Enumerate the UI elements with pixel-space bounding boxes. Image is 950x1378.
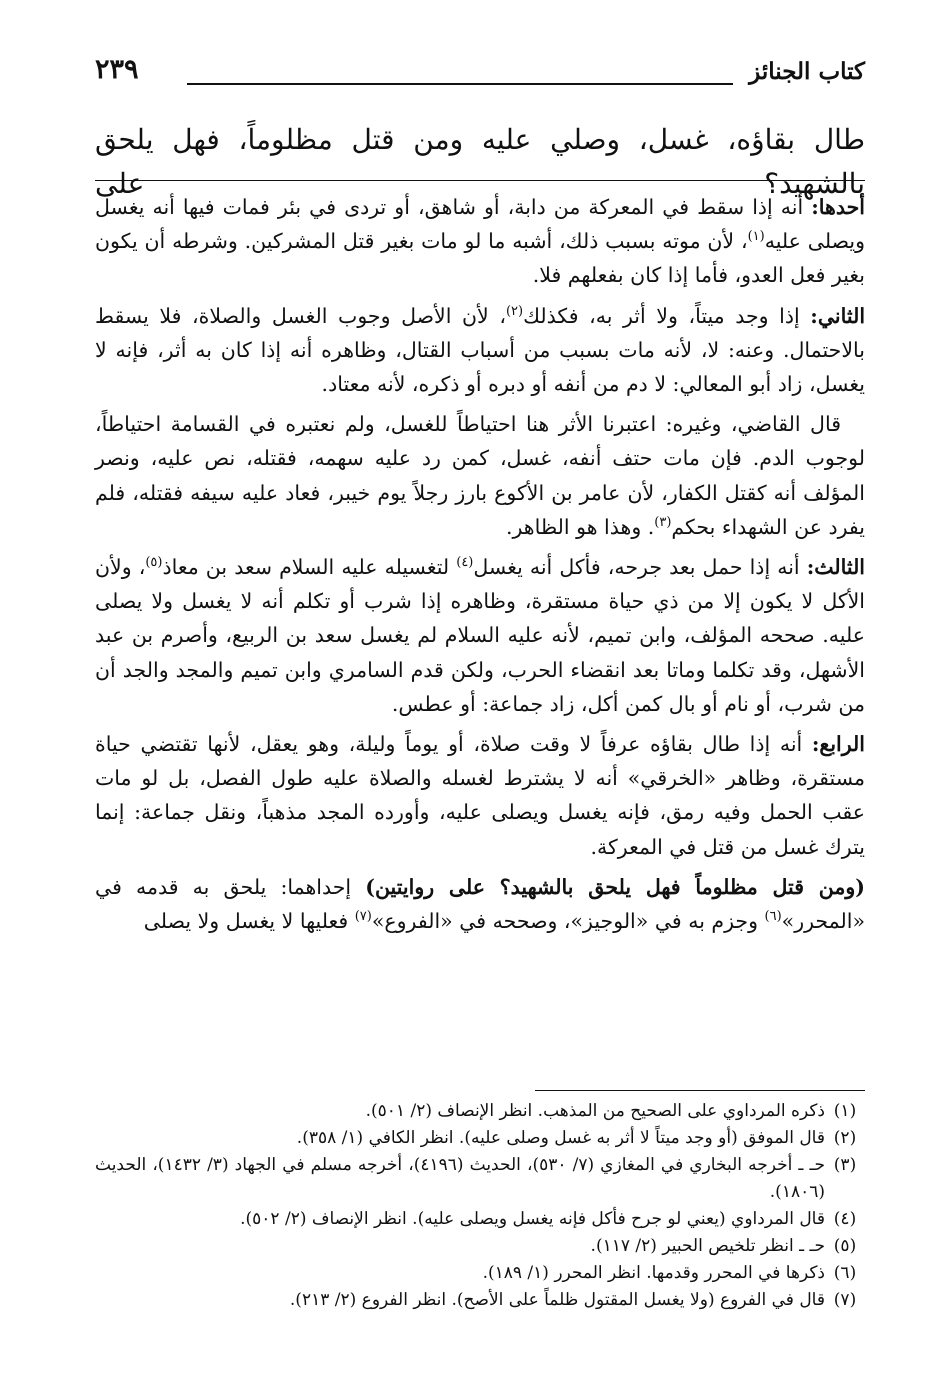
footnote-item	[95, 1287, 865, 1314]
paragraph-mazlum	[95, 870, 865, 938]
footnote-ref[interactable]: (٥)	[145, 555, 163, 571]
paragraph-text: ، لأن موته بسبب ذلك، أشبه ما لو مات بغير قتل المشركين. وشرطه أن يكون بغير فعل العدو، فأما إذا كان بفعلهم فلا.	[95, 229, 865, 288]
page-number: ٢٣٩	[95, 54, 139, 85]
matn-text: طال بقاؤه، غسل، وصلي عليه ومن قتل مظلوماً، فهل يلحق بالشهيد؟ على	[95, 123, 865, 200]
footnote-ref[interactable]: (٤)	[456, 555, 474, 571]
footnote-number: (٢)	[833, 1128, 857, 1148]
paragraph-text: أنه إذا طال بقاؤه عرفاً لا وقت صلاة، أو يوماً وليلة، وهو يعقل، لأنها تقتضي حياة مستقرة، وظاهر «الخرقي» أنه لا يشترط لغسله والصلاة عليه طول الفصل، بل لو مات عقب الحمل وفيه رمق، فإنه يغسل ويصلى عليه، وأورده المجد مذهباً، ونقل جماعة: إنما يترك غسل من قتل في المعركة.	[95, 732, 865, 859]
footnote-text: قال الموفق (أو وجد ميتاً لا أثر به غسل وصلى عليه). انظر الكافي (١/ ٣٥٨).	[296, 1128, 825, 1148]
paragraph-text: ، لأن الأصل وجوب الغسل والصلاة، فلا يسقط بالاحتمال. وعنه: لا، لأنه مات بسبب من أسباب القتال، وظاهره أنه إذا كان به أثر، فإنه لا يغسل، زاد أبو المعالي: لا دم من أنفه أو دبره أو ذكره، لأنه معتاد.	[95, 303, 865, 397]
matn-divider	[95, 180, 865, 181]
footnote-text: ذكرها في المحرر وقدمها. انظر المحرر (١/ ١٨٩).	[482, 1263, 825, 1283]
footnote-item	[95, 1206, 865, 1233]
paragraph-lead: الثالث:	[806, 555, 866, 580]
footnote-number: (٥)	[833, 1236, 857, 1256]
paragraph-lead: (ومن قتل مظلوماً فهل يلحق بالشهيد؟ على روايتين)	[365, 874, 865, 899]
footnote-text: قال في الفروع (ولا يغسل المقتول ظلماً على الأصح). انظر الفروع (٢/ ٢١٣).	[289, 1290, 825, 1310]
running-header	[95, 54, 865, 98]
book-title: كتاب الجنائز	[749, 58, 865, 85]
footnote-text: حـ ـ انظر تلخيص الحبير (٢/ ١١٧).	[590, 1236, 825, 1256]
footnote-number: (١)	[833, 1101, 857, 1121]
commentary-body	[95, 190, 865, 944]
footnote-ref[interactable]: (٣)	[654, 515, 672, 530]
paragraph-text: فعليها لا يغسل ولا يصلى	[143, 909, 355, 934]
footnotes	[95, 1098, 865, 1314]
header-rule	[187, 83, 733, 85]
paragraph-text: أنه إذا سقط في المعركة من دابة، أو شاهق، أو تردى في بئر فمات فيها أنه يغسل ويصلى عليه	[95, 195, 865, 254]
footnote-text: ذكره المرداوي على الصحيح من المذهب. انظر الإنصاف (٢/ ٥٠١).	[365, 1101, 825, 1121]
paragraph-fourth	[95, 727, 865, 864]
footnote-item	[95, 1098, 865, 1125]
footnote-number: (٦)	[833, 1263, 857, 1283]
paragraph-lead: الرابع:	[811, 732, 865, 757]
paragraph-text: لتغسيله عليه السلام سعد بن معاذ	[162, 555, 457, 580]
footnote-text: حـ ـ أخرجه البخاري في المغازي (٧/ ٥٣٠)، الحديث (٤١٩٦)، أخرجه مسلم في الجهاد (٣/ ١٤٣٢)، الحديث (١٨٠٦).	[95, 1155, 825, 1202]
footnote-number: (٤)	[833, 1209, 857, 1229]
paragraph-text: ، ولأن الأكل لا يكون إلا من ذي حياة مستقرة، وظاهره إذا شرب أو تكلم أنه لا يغسل ولا يصلى عليه. صححه المؤلف، وابن تميم، لأنه عليه السلام لم يغسل سعد بن الربيع، وأصرم بن عبد الأشهل، وقد تكلما وماتا بعد انقضاء الحرب، ولكن قدم السامري وابن تميم والمجد والجد أن من شرب، أو نام أو بال كمن أكل، زاد جماعة: أو عطس.	[95, 555, 865, 716]
paragraph-third	[95, 550, 865, 721]
footnote-ref[interactable]: (١)	[747, 229, 765, 245]
footnote-divider	[535, 1090, 865, 1091]
paragraph-text: إحداهما: يلحق به قدمه في «المحرر»	[95, 874, 865, 934]
paragraph-text: وجزم به في «الوجيز»، وصححه في «الفروع»	[371, 909, 765, 934]
footnote-ref[interactable]: (٧)	[354, 909, 372, 925]
paragraph-qadi	[95, 407, 865, 544]
paragraph-lead: أحدها:	[811, 195, 865, 219]
footnote-item	[95, 1260, 865, 1287]
footnote-number: (٧)	[833, 1290, 857, 1310]
footnote-ref[interactable]: (٢)	[505, 303, 524, 319]
footnote-text: قال المرداوي (يعني لو جرح فأكل فإنه يغسل ويصلى عليه). انظر الإنصاف (٢/ ٥٠٢).	[240, 1209, 825, 1229]
footnote-number: (٣)	[833, 1155, 857, 1175]
paragraph-first	[95, 190, 865, 293]
paragraph-second	[95, 299, 865, 402]
footnote-item	[95, 1152, 865, 1206]
paragraph-text: إذا وجد ميتاً، ولا أثر به، فكذلك	[523, 303, 811, 328]
paragraph-text: . وهذا هو الظاهر.	[505, 514, 655, 539]
paragraph-text: أنه إذا حمل بعد جرحه، فأكل أنه يغسل	[473, 555, 807, 580]
footnote-item	[95, 1125, 865, 1152]
paragraph-lead: الثاني:	[810, 303, 866, 328]
footnote-ref[interactable]: (٦)	[764, 909, 782, 925]
footnote-item	[95, 1233, 865, 1260]
paragraph-text: قال القاضي، وغيره: اعتبرنا الأثر هنا احتياطاً للغسل، ولم نعتبره في القسامة احتياطاً، لوجوب الدم. فإن مات حتف أنفه، غسل، كمن رد عليه سهمه، فقتله، نص عليه، ونصر المؤلف أنه كقتل الكفار، لأن عامر بن الأكوع بارز رجلاً يوم خيبر، فعاد عليه سيفه فقتله، فلم يفرد عن الشهداء بحكم	[95, 412, 865, 539]
